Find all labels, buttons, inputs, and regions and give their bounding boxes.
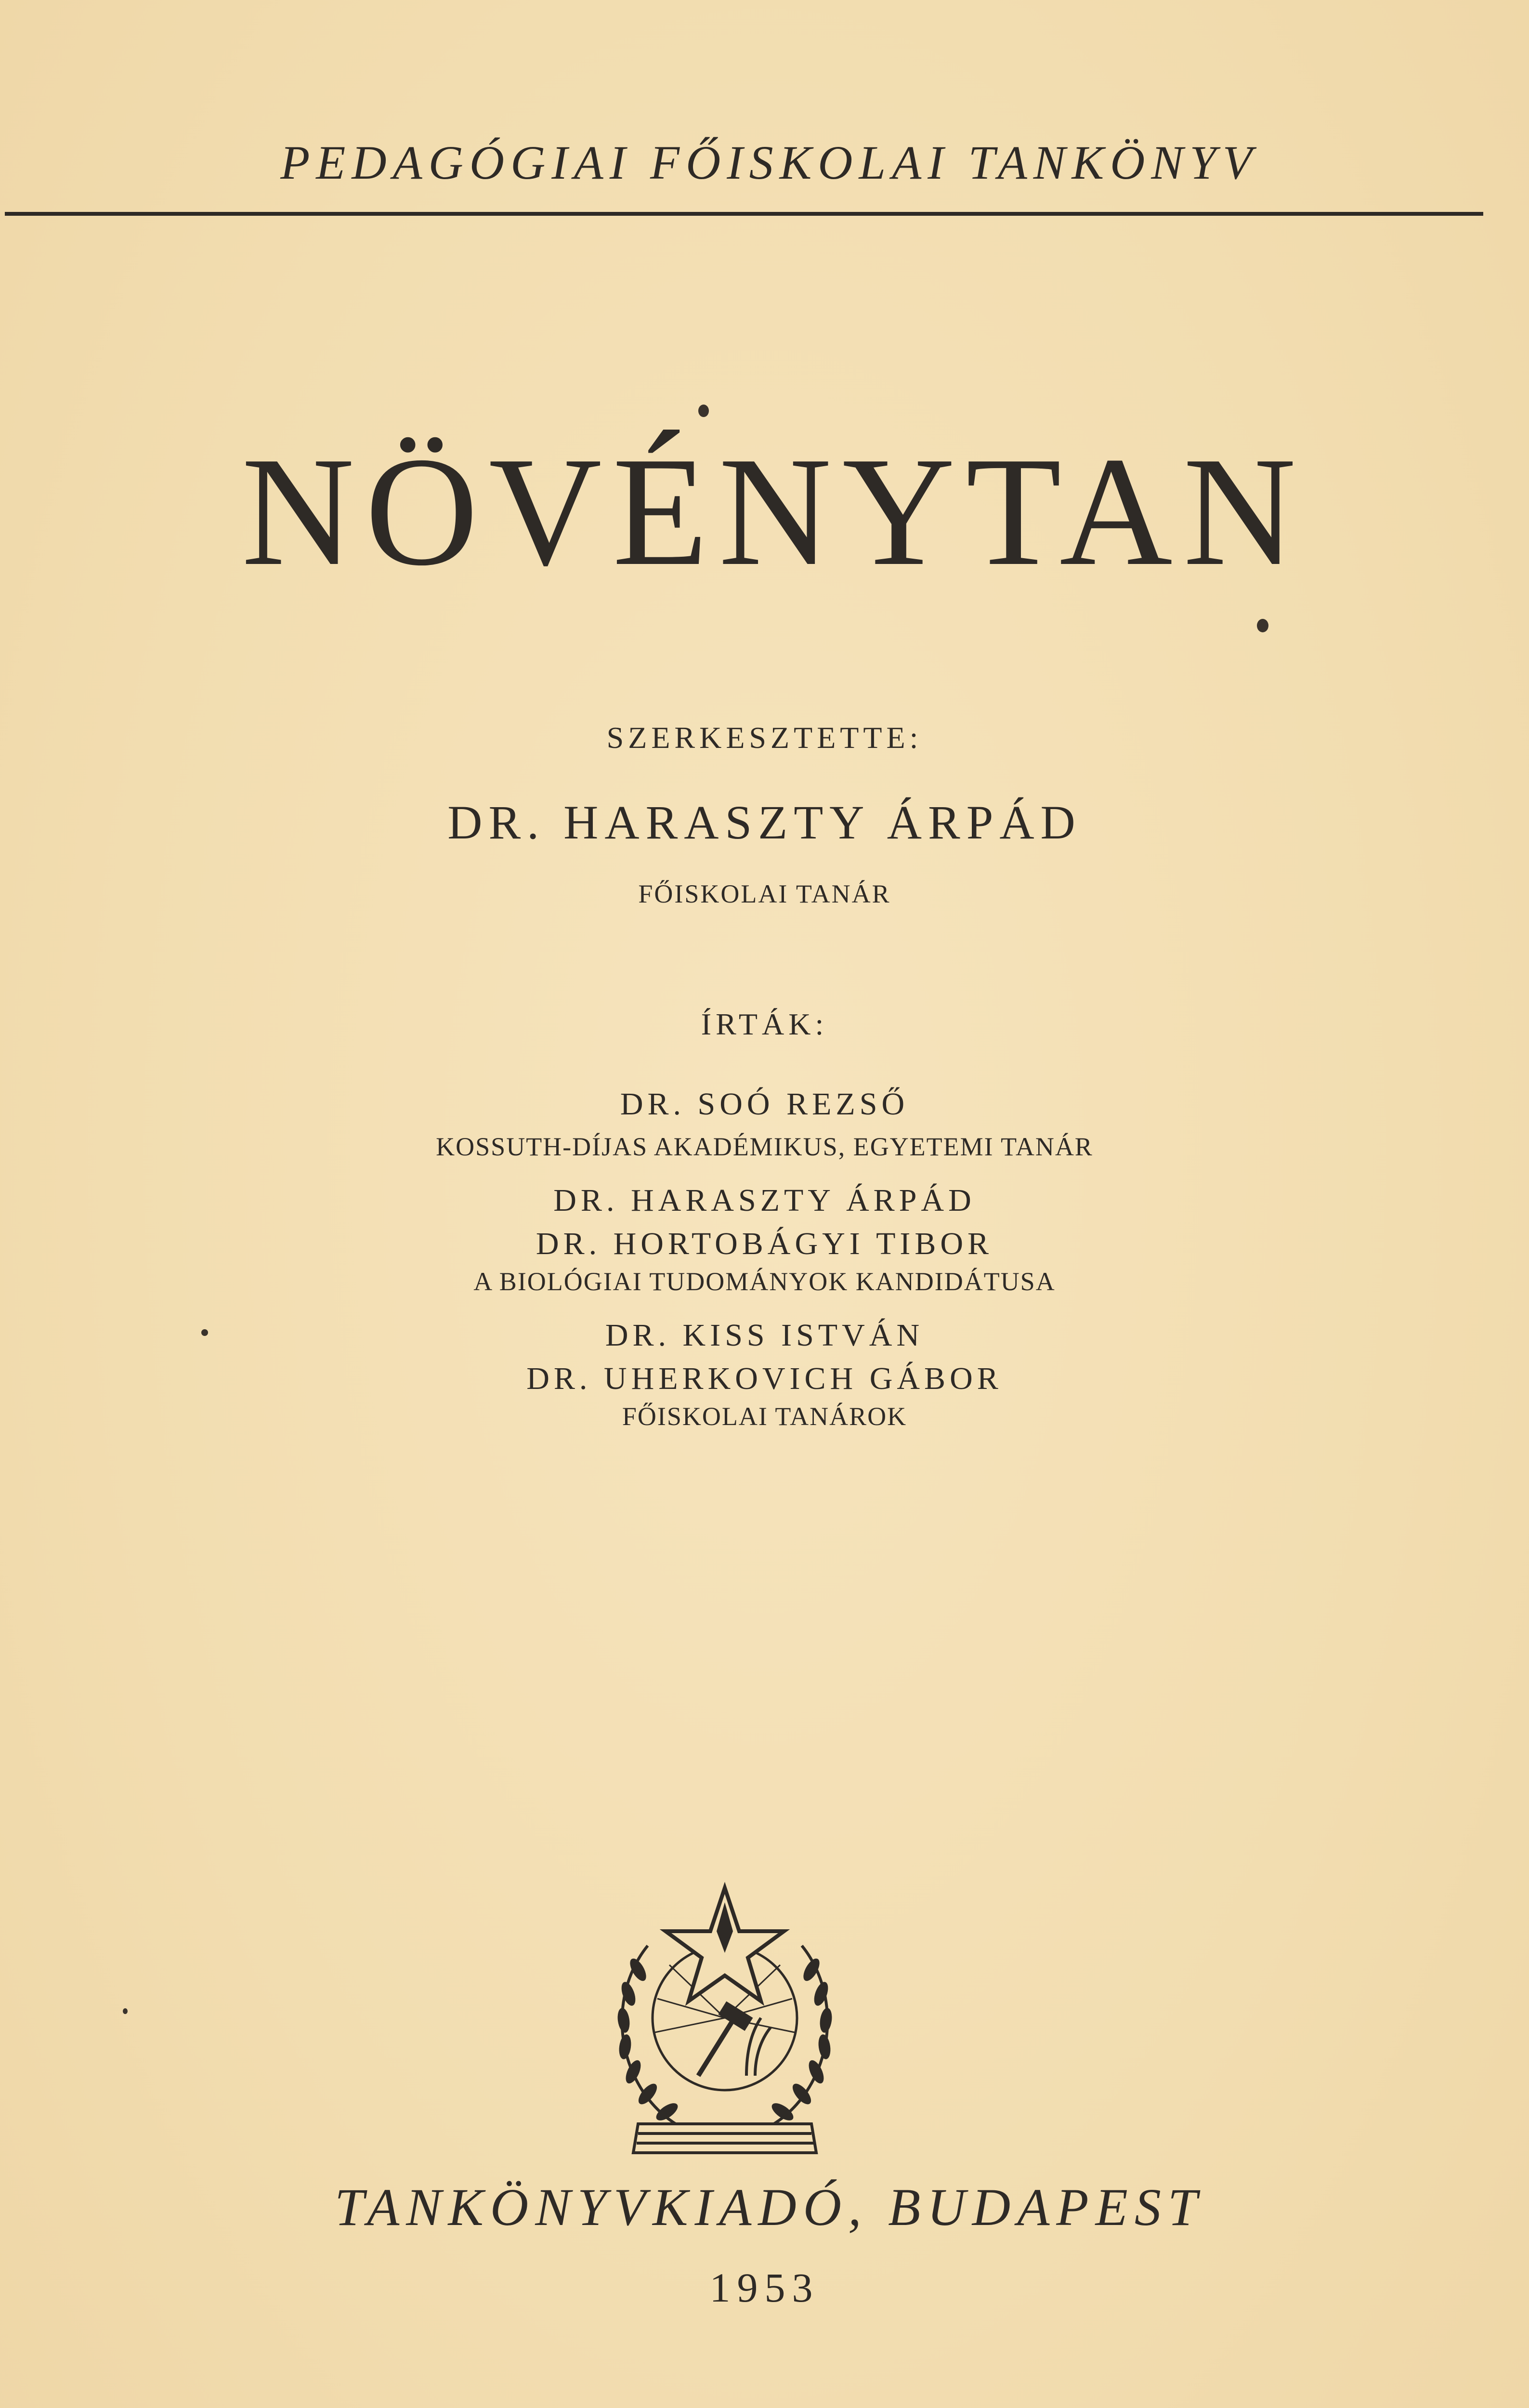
author-name: DR. HARASZTY ÁRPÁD [553, 1183, 976, 1218]
scan-speck [201, 1329, 208, 1336]
scan-speck [123, 2008, 128, 2014]
series-title: PEDAGÓGIAI FŐISKOLAI TANKÖNYV [280, 136, 1258, 189]
series-divider [5, 212, 1483, 216]
authors-label: ÍRTÁK: [701, 1007, 828, 1041]
author-description: A BIOLÓGIAI TUDOMÁNYOK KANDIDÁTUSA [473, 1267, 1056, 1296]
publication-year: 1953 [709, 2264, 820, 2311]
editor-label: SZERKESZTETTE: [606, 720, 923, 755]
editor-role: FŐISKOLAI TANÁR [638, 879, 891, 908]
scan-speck [698, 405, 709, 417]
book-title: NÖVÉNYTAN [241, 425, 1307, 598]
author-name: DR. UHERKOVICH GÁBOR [526, 1361, 1003, 1396]
author-name: DR. KISS ISTVÁN [605, 1318, 924, 1353]
author-description: KOSSUTH-DÍJAS AKADÉMIKUS, EGYETEMI TANÁR [436, 1132, 1093, 1161]
author-name: DR. HORTOBÁGYI TIBOR [536, 1226, 993, 1261]
coat-of-arms-icon [602, 1873, 848, 2162]
author-description: FŐISKOLAI TANÁROK [622, 1402, 907, 1431]
scan-speck [1257, 619, 1268, 632]
author-name: DR. SOÓ REZSŐ [620, 1086, 909, 1122]
publisher: TANKÖNYVKIADÓ, BUDAPEST [334, 2178, 1204, 2237]
editor-name: DR. HARASZTY ÁRPÁD [447, 796, 1082, 849]
